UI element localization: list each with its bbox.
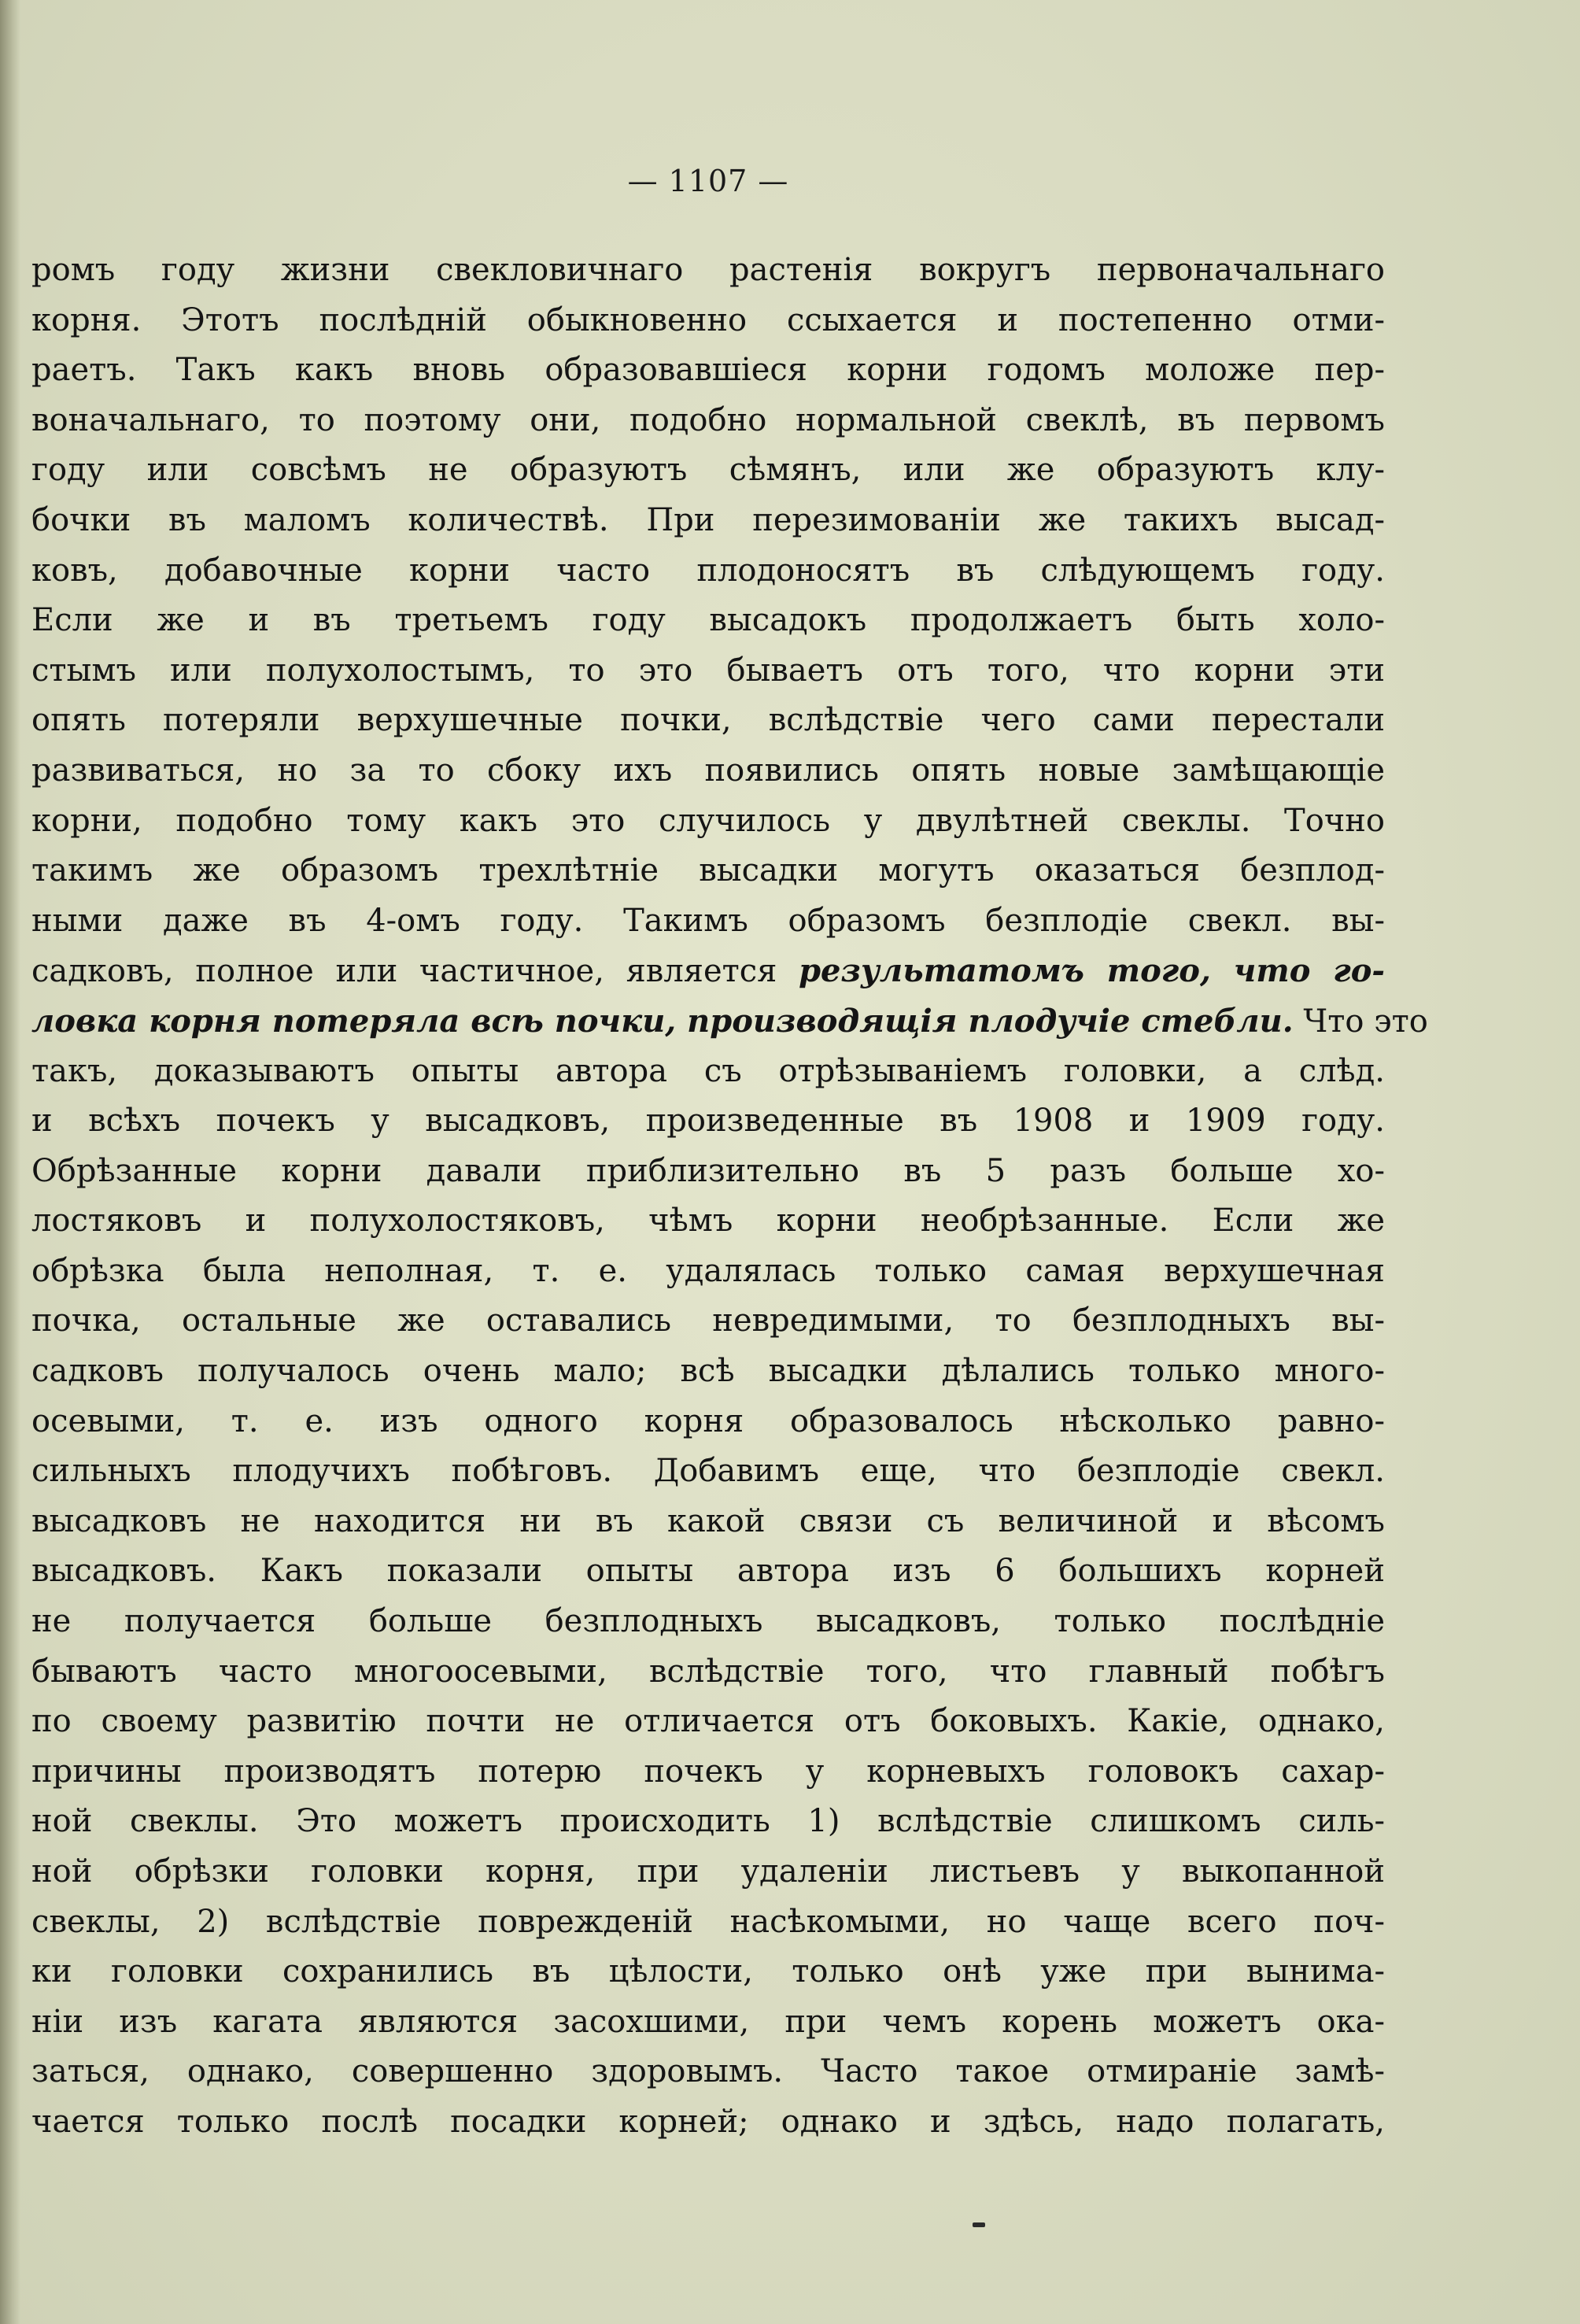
text-line: причины производятъ потерю почекъ у корневыхъ головокъ сахар-	[31, 1753, 1385, 1790]
text-line: Обрѣзанные корни давали приблизительно въ 5 разъ больше хо-	[31, 1152, 1385, 1189]
ink-mark	[973, 2222, 985, 2227]
text-line: Если же и въ третьемъ году высадокъ продолжаетъ быть холо-	[31, 602, 1385, 639]
text-line: году или совсѣмъ не образуютъ сѣмянъ, или же образуютъ клу-	[31, 452, 1385, 489]
text-line: такъ, доказываютъ опыты автора съ отрѣзываніемъ головки, а слѣд.	[31, 1052, 1385, 1089]
text-line: опять потеряли верхушечные почки, вслѣдствіе чего сами перестали	[31, 702, 1385, 739]
text-line-mixed	[31, 946, 1385, 996]
text-line: почка, остальные же оставались невредимыми, то безплодныхъ вы-	[31, 1302, 1385, 1339]
italic-emphasis: ловка корня потеряла всѣ почки, производящія плодучіе стебли.	[31, 1002, 1294, 1040]
text-line: сильныхъ плодучихъ побѣговъ. Добавимъ еще, что безплодіе свекл.	[31, 1453, 1385, 1490]
text-span: садковъ, полное или частичное, является	[31, 953, 799, 990]
body-text	[31, 246, 1428, 2148]
binding-shadow	[0, 0, 20, 2324]
text-line: ки головки сохранились въ цѣлости, только онѣ уже при вынима-	[31, 1953, 1385, 1990]
text-line: ными даже въ 4-омъ году. Такимъ образомъ безплодіе свекл. вы-	[31, 902, 1385, 939]
text-line: ніи изъ кагата являются засохшими, при чемъ корень можетъ ока-	[31, 2003, 1385, 2040]
text-line: садковъ получалось очень мало; всѣ высадки дѣлались только много-	[31, 1353, 1385, 1390]
text-line: не получается больше безплодныхъ высадковъ, только послѣдніе	[31, 1603, 1385, 1640]
text-line: ной свеклы. Это можетъ происходить 1) вслѣдствіе слишкомъ силь-	[31, 1803, 1385, 1840]
text-span: Что это	[1293, 1003, 1428, 1040]
text-line: ной обрѣзки головки корня, при удаленіи листьевъ у выкопанной	[31, 1853, 1385, 1890]
text-line: раетъ. Такъ какъ вновь образовавшіеся корни годомъ моложе пер-	[31, 352, 1385, 389]
italic-emphasis: результатомъ того, что го-	[799, 952, 1386, 990]
text-line: обрѣзка была неполная, т. е. удалялась только самая верхушечная	[31, 1252, 1385, 1289]
text-line: высадковъ не находится ни въ какой связи съ величиной и вѣсомъ	[31, 1502, 1385, 1539]
text-line: корни, подобно тому какъ это случилось у двулѣтней свеклы. Точно	[31, 802, 1385, 839]
text-line: заться, однако, совершенно здоровымъ. Часто такое отмираніе замѣ-	[31, 2053, 1385, 2090]
text-line: свеклы, 2) вслѣдствіе поврежденій насѣкомыми, но чаще всего поч-	[31, 1903, 1385, 1940]
text-line: воначальнаго, то поэтому они, подобно нормальной свеклѣ, въ первомъ	[31, 401, 1385, 438]
page-number: — 1107 —	[627, 164, 789, 198]
text-line: осевыми, т. е. изъ одного корня образовалось нѣсколько равно-	[31, 1402, 1385, 1439]
text-line-mixed	[31, 996, 1428, 1047]
text-line: и всѣхъ почекъ у высадковъ, произведенные въ 1908 и 1909 году.	[31, 1103, 1385, 1140]
text-line: такимъ же образомъ трехлѣтніе высадки могутъ оказаться безплод-	[31, 852, 1385, 889]
text-line: чается только послѣ посадки корней; однако и здѣсь, надо полагать,	[31, 2103, 1385, 2140]
text-line: высадковъ. Какъ показали опыты автора изъ 6 большихъ корней	[31, 1553, 1385, 1590]
text-line: бываютъ часто многоосевыми, вслѣдствіе того, что главный побѣгъ	[31, 1653, 1385, 1690]
text-line: корня. Этотъ послѣдній обыкновенно ссыхается и постепенно отми-	[31, 301, 1385, 338]
text-line: бочки въ маломъ количествѣ. При перезимованіи же такихъ высад-	[31, 501, 1385, 538]
text-line: стымъ или полухолостымъ, то это бываетъ отъ того, что корни эти	[31, 652, 1385, 689]
text-line: ковъ, добавочные корни часто плодоносятъ въ слѣдующемъ году.	[31, 552, 1385, 589]
text-line: развиваться, но за то сбоку ихъ появились опять новые замѣщающіе	[31, 752, 1385, 789]
text-line: ромъ году жизни свекловичнаго растенія вокругъ первоначальнаго	[31, 252, 1385, 288]
text-line: лостяковъ и полухолостяковъ, чѣмъ корни необрѣзанные. Если же	[31, 1203, 1385, 1240]
text-line: по своему развитію почти не отличается отъ боковыхъ. Какіе, однако,	[31, 1703, 1385, 1740]
